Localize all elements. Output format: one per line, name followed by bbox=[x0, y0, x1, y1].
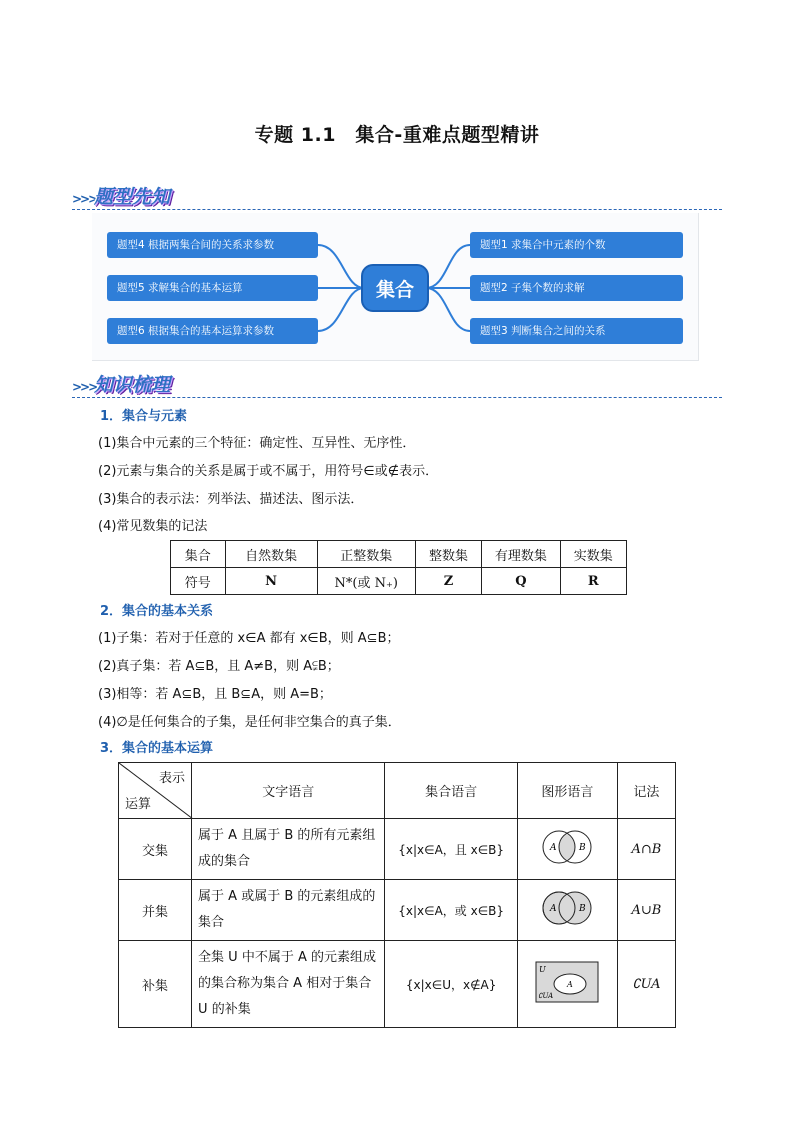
venn-label-a: A bbox=[567, 980, 574, 989]
venn-label-u: U bbox=[539, 965, 547, 974]
text-line: (4)常见数集的记法 bbox=[98, 519, 208, 534]
mindmap-node: 题型2 子集个数的求解 bbox=[470, 275, 683, 301]
page-title: 专题 1.1 集合-重难点题型精讲 bbox=[254, 124, 540, 146]
arrows-icon: >>> bbox=[72, 192, 97, 206]
mindmap-node: 题型6 根据集合的基本运算求参数 bbox=[107, 318, 318, 344]
row-label: 符号 bbox=[171, 568, 226, 595]
set-language-cell: {x|x∈A，或 x∈B} bbox=[385, 880, 518, 941]
text-line: (2)真子集：若 A⊆B，且 A≠B，则 A⫋B； bbox=[98, 659, 340, 674]
part-heading: 1．集合与元素 bbox=[100, 409, 188, 424]
mindmap-node: 题型5 求解集合的基本运算 bbox=[107, 275, 318, 301]
part-heading: 2．集合的基本关系 bbox=[100, 604, 214, 619]
text-line: (1)子集：若对于任意的 x∈A 都有 x∈B，则 A⊆B； bbox=[98, 631, 400, 646]
section-header-preview bbox=[72, 180, 212, 210]
table-cell: Q bbox=[482, 568, 560, 595]
section-header-knowledge bbox=[72, 368, 212, 398]
table-cell: N*(或 N₊) bbox=[317, 568, 415, 595]
venn-label-a: A bbox=[550, 904, 557, 914]
mindmap-node: 题型3 判断集合之间的关系 bbox=[470, 318, 683, 344]
table-header: 有理数集 bbox=[482, 541, 560, 568]
section-title: 知识梳理 bbox=[94, 374, 171, 396]
text-line: (3)相等：若 A⊆B，且 B⊆A，则 A=B； bbox=[98, 687, 332, 702]
table-header: 文字语言 bbox=[192, 763, 385, 819]
text-line: (3)集合的表示法：列举法、描述法、图示法． bbox=[98, 492, 364, 507]
mindmap-node: 题型4 根据两集合间的关系求参数 bbox=[107, 232, 318, 258]
notation-cell: A∪B bbox=[617, 880, 675, 941]
text-line: (2)元素与集合的关系是属于或不属于，用符号∈或∉表示． bbox=[98, 464, 439, 479]
venn-intersection bbox=[517, 819, 617, 880]
op-label: 交集 bbox=[119, 819, 192, 880]
notation-cell: A∩B bbox=[617, 819, 675, 880]
number-sets-table bbox=[170, 540, 627, 595]
mindmap-node: 题型1 求集合中元素的个数 bbox=[470, 232, 683, 258]
table-header: 自然数集 bbox=[225, 541, 317, 568]
venn-label-b: B bbox=[579, 843, 586, 853]
set-language-cell: {x|x∈U，x∉A} bbox=[385, 941, 518, 1028]
text-language-cell: 属于 A 或属于 B 的元素组成的集合 bbox=[192, 880, 385, 941]
section-title: 题型先知 bbox=[94, 186, 171, 208]
table-header: 实数集 bbox=[560, 541, 626, 568]
part-heading: 3．集合的基本运算 bbox=[100, 741, 214, 756]
corner-top-label: 表示 bbox=[159, 771, 186, 786]
text-line: (4)∅是任何集合的子集，是任何非空集合的真子集． bbox=[98, 715, 401, 730]
venn-label-a: A bbox=[550, 843, 557, 853]
text-language-cell: 全集 U 中不属于 A 的元素组成的集合称为集合 A 相对于集合 U 的补集 bbox=[192, 941, 385, 1028]
table-header: 记法 bbox=[617, 763, 675, 819]
mindmap-center: 集合 bbox=[361, 264, 429, 312]
set-operations-table bbox=[118, 762, 676, 1028]
notation-cell: ∁UA bbox=[617, 941, 675, 1028]
op-label: 补集 bbox=[119, 941, 192, 1028]
divider bbox=[72, 209, 722, 210]
divider bbox=[72, 397, 722, 398]
venn-union bbox=[517, 880, 617, 941]
text-language-cell: 属于 A 且属于 B 的所有元素组成的集合 bbox=[192, 819, 385, 880]
table-cell: Z bbox=[415, 568, 481, 595]
table-header: 整数集 bbox=[415, 541, 481, 568]
table-header: 集合语言 bbox=[385, 763, 518, 819]
text-line: (1)集合中元素的三个特征：确定性、互异性、无序性． bbox=[98, 436, 416, 451]
corner-bottom-label: 运算 bbox=[125, 797, 152, 812]
arrows-icon: >>> bbox=[72, 380, 97, 394]
table-cell: R bbox=[560, 568, 626, 595]
venn-label-comp: ∁UA bbox=[538, 992, 554, 1000]
corner-cell bbox=[119, 763, 192, 819]
venn-label-b: B bbox=[579, 904, 586, 914]
table-header: 正整数集 bbox=[317, 541, 415, 568]
venn-diagram-icon bbox=[534, 958, 600, 1006]
venn-complement bbox=[517, 941, 617, 1028]
table-header: 图形语言 bbox=[517, 763, 617, 819]
venn-diagram-icon bbox=[535, 825, 599, 869]
table-cell: N bbox=[225, 568, 317, 595]
op-label: 并集 bbox=[119, 880, 192, 941]
venn-diagram-icon bbox=[535, 886, 599, 930]
mind-map bbox=[92, 213, 699, 361]
table-header: 集合 bbox=[171, 541, 226, 568]
set-language-cell: {x|x∈A，且 x∈B} bbox=[385, 819, 518, 880]
